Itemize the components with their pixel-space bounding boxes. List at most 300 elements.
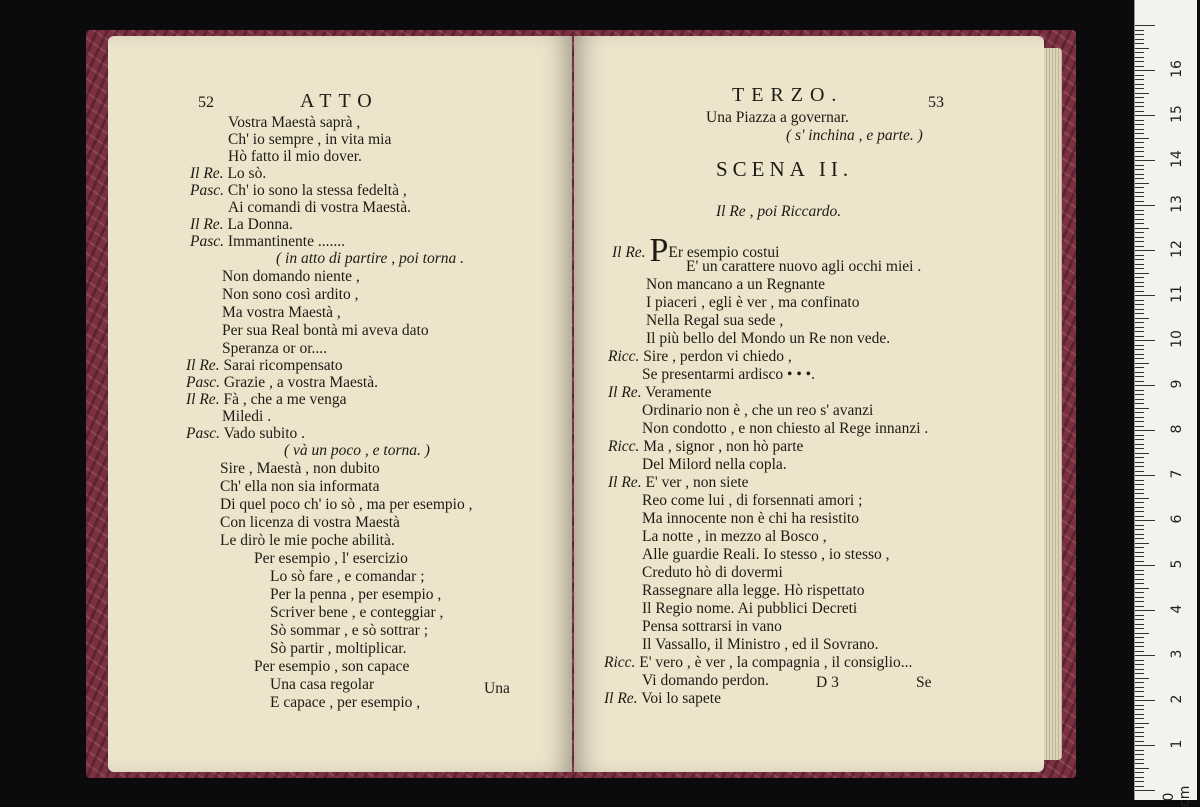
ruler-tick [1135,399,1144,400]
ruler-tick [1135,385,1155,386]
ruler-tick [1135,403,1144,404]
text-line [604,690,721,708]
ruler-tick [1135,349,1144,350]
ruler-tick [1135,493,1144,494]
ruler-tick [1135,309,1144,310]
line-text: E capace , per esempio , [270,694,421,711]
text-line [270,694,420,712]
line-text: Lo sò. [227,165,267,182]
line-text: ( in atto di partire , poi torna . [276,250,465,267]
ruler-tick [1135,111,1144,112]
text-line [222,286,358,304]
ruler-tick [1135,192,1144,193]
ruler-tick [1135,286,1144,287]
ruler-tick [1135,763,1144,764]
ruler-label: 0 cm [1161,785,1193,807]
page-number [198,94,214,112]
ruler-tick [1135,511,1144,512]
ruler-tick [1135,655,1155,656]
text-line [228,199,411,217]
text-line [220,478,379,496]
text-line [270,586,441,604]
ruler-tick [1135,538,1144,539]
ruler-tick [1135,718,1144,719]
text-line [186,357,343,375]
ruler-tick [1135,219,1144,220]
ruler-tick [1135,93,1149,94]
ruler-tick [1135,169,1144,170]
characters-text: Il Re , poi Riccardo. [716,203,842,220]
line-text: Il più bello del Mondo un Re non vede. [646,330,891,347]
ruler-tick [1135,412,1144,413]
text-line [270,568,425,586]
ruler-tick [1135,736,1144,737]
line-text: Una casa regolar [270,676,375,693]
ruler-tick [1135,651,1144,652]
ruler-tick [1135,210,1144,211]
drop-capital: P [649,232,669,269]
line-text: Alle guardie Reali. Io stesso , io stesso , [642,546,890,563]
ruler-tick [1135,264,1144,265]
line-text: Hò fatto il mio dover. [228,148,362,165]
ruler-tick [1135,534,1144,535]
ruler-tick [1135,759,1144,760]
ruler-tick [1135,75,1144,76]
ruler-label: 3 [1169,649,1185,659]
text-line [190,216,293,234]
page-number-text: 53 [928,94,944,111]
line-text: Voi lo sapete [641,690,721,707]
line-text: Ma , signor , non hò parte [643,438,804,455]
ruler-tick [1135,439,1144,440]
text-line [686,258,921,276]
ruler-tick [1135,160,1155,161]
line-text: Er esempio costui [668,244,780,261]
ruler-tick [1135,120,1144,121]
line-text: Sire , perdon vi chiedo , [643,348,792,365]
ruler-tick [1135,489,1144,490]
ruler-tick [1135,646,1144,647]
ruler-tick [1135,714,1144,715]
line-text: Per sua Real bontà mi aveva dato [222,322,429,339]
text-line [222,304,341,322]
ruler-tick [1135,277,1144,278]
ruler-tick [1135,138,1149,139]
ruler-tick [1135,115,1155,116]
ruler-tick [1135,430,1155,431]
ruler-tick [1135,340,1155,341]
text-line [642,546,890,564]
ruler-tick [1135,183,1149,184]
text-line [222,408,271,426]
ruler-tick [1135,588,1149,589]
text-line [646,312,783,330]
line-text: Lo sò fare , e comandar ; [270,568,425,585]
speaker-name: Il Re. [608,474,642,491]
ruler-tick [1135,732,1144,733]
text-line [604,654,912,672]
speaker-name: Pasc. [190,182,225,199]
text-line [220,460,380,478]
line-text: Fà , che a me venga [223,391,347,408]
ruler-tick [1135,624,1144,625]
text-line [220,496,472,514]
line-text: Reo come lui , di forsennati amori ; [642,492,863,509]
page-number-text: 52 [198,94,214,111]
ruler-tick [1135,565,1155,566]
ruler-tick [1135,628,1144,629]
ruler-tick [1135,381,1144,382]
text-line [190,165,266,183]
ruler-tick [1135,525,1144,526]
ruler-tick [1135,583,1144,584]
line-text: Ai comandi di vostra Maestà. [228,199,411,216]
text-line [608,474,749,492]
line-text: Del Milord nella copla. [642,456,787,473]
ruler-tick [1135,691,1144,692]
ruler-tick [1135,552,1144,553]
text-line [190,233,345,251]
ruler-tick [1135,547,1144,548]
speaker-name: Il Re. [612,244,646,261]
ruler-tick [1135,88,1144,89]
text-line [186,391,347,409]
text-line [270,676,374,694]
ruler-tick [1135,471,1144,472]
ruler-tick [1135,421,1144,422]
line-text: Sò sommar , e sò sottrar ; [270,622,428,639]
line-text: Scriver bene , e conteggiar , [270,604,444,621]
ruler-tick [1135,133,1144,134]
ruler-tick [1135,376,1144,377]
ruler-tick [1135,772,1144,773]
speaker-name: Il Re. [186,391,220,408]
speaker-name: Pasc. [186,374,221,391]
ruler-tick [1135,34,1144,35]
text-line [642,366,815,384]
line-text: Ordinario non è , che un reo s' avanzi [642,402,874,419]
line-text: Se presentarmi ardisco • • •. [642,366,815,383]
line-text: Grazie , a vostra Maestà. [223,374,378,391]
text-line [642,528,827,546]
ruler-tick [1135,592,1144,593]
text-line [186,374,378,392]
text-line [222,268,360,286]
speaker-name: Il Re. [190,165,224,182]
text-line [220,514,400,532]
text-line [642,636,879,654]
line-text: ( và un poco , e torna. ) [284,442,430,459]
line-text: E' un carattere nuovo agli occhi miei . [686,258,922,275]
text-line [642,618,782,636]
ruler-tick [1135,408,1149,409]
ruler-tick [1135,25,1155,26]
ruler-tick [1135,768,1149,769]
ruler-tick [1135,610,1155,611]
ruler-tick [1135,502,1144,503]
ruler-label: 6 [1169,514,1185,524]
speaker-name: Il Re. [604,690,638,707]
ruler-tick [1135,642,1144,643]
ruler-tick [1135,678,1149,679]
line-text: Ma vostra Maestà , [222,304,341,321]
text-line [190,182,407,200]
ruler-tick [1135,709,1144,710]
text-line [642,510,859,528]
ruler-tick [1135,462,1144,463]
ruler-tick [1135,750,1144,751]
ruler-tick [1135,660,1144,661]
ruler-tick [1135,601,1144,602]
ruler-tick [1135,786,1144,787]
scene-title-text: SCENA II. [716,157,854,181]
speaker-name: Ricc. [604,654,636,671]
line-text: Sire , Maestà , non dubito [220,460,380,477]
ruler-tick [1135,322,1144,323]
running-head-text: ATTO [300,90,379,112]
line-text: La notte , in mezzo al Bosco , [642,528,827,545]
ruler-tick [1135,700,1155,701]
ruler-tick [1135,363,1149,364]
text-line [642,672,769,690]
ruler-tick [1135,367,1144,368]
ruler-tick [1135,187,1144,188]
ruler-label: 4 [1169,604,1185,614]
speaker-name: Pasc. [190,233,225,250]
text-line [228,131,391,149]
line-text: ( s' inchina , e parte. ) [786,127,923,144]
line-text: Rassegnare alla legge. Hò rispettato [642,582,865,599]
ruler-tick [1135,444,1144,445]
text-line [186,425,305,443]
ruler-tick [1135,390,1144,391]
ruler-tick [1135,358,1144,359]
speaker-name: Ricc. [608,438,640,455]
ruler-tick [1135,165,1144,166]
ruler-tick [1135,228,1149,229]
text-line [270,622,428,640]
ruler-tick [1135,453,1149,454]
catchword-text: Una [484,680,510,697]
ruler-tick [1135,529,1144,530]
text-line [646,330,890,348]
ruler-tick [1135,273,1149,274]
ruler-tick [1135,241,1144,242]
line-text: Creduto hò di dovermi [642,564,783,581]
text-line [228,148,362,166]
ruler-tick [1135,615,1144,616]
ruler-tick [1135,282,1144,283]
ruler-tick [1135,124,1144,125]
ruler-label: 12 [1169,240,1185,258]
ruler-tick [1135,304,1144,305]
line-text: Sò partir , moltiplicar. [270,640,407,657]
text-line [220,532,395,550]
ruler-tick [1135,520,1155,521]
line-text: Vi domando perdon. [642,672,769,689]
ruler-tick [1135,327,1144,328]
text-line [646,294,859,312]
ruler-label: 5 [1169,559,1185,569]
ruler-tick [1135,259,1144,260]
ruler-tick [1135,237,1144,238]
ruler-tick [1135,318,1149,319]
ruler-label: 13 [1169,195,1185,213]
line-text: Per esempio , l' esercizio [254,550,408,567]
ruler-label: 7 [1169,469,1185,479]
ruler-tick [1135,516,1144,517]
running-head [300,92,379,110]
ruler-tick [1135,745,1155,746]
text-line [228,114,360,132]
line-text: Veramente [645,384,712,401]
ruler-tick [1135,597,1144,598]
ruler-tick [1135,570,1144,571]
line-text: Non sono così ardito , [222,286,359,303]
text-line [646,276,825,294]
text-line [642,564,783,582]
text-line [276,250,464,268]
ruler-tick [1135,507,1144,508]
text-line [270,640,406,658]
ruler-tick [1135,214,1144,215]
running-head-text: TERZO. [732,84,844,106]
text-line [642,492,862,510]
ruler-label: 11 [1169,285,1185,303]
ruler-tick [1135,664,1144,665]
scene-characters [716,203,841,221]
ruler-tick [1135,39,1144,40]
ruler-tick [1135,417,1144,418]
ruler-tick [1135,129,1144,130]
ruler-tick [1135,673,1144,674]
ruler-label: 16 [1169,60,1185,78]
ruler-label: 1 [1169,739,1185,749]
ruler-tick [1135,246,1144,247]
line-text: I piaceri , egli è ver , ma confinato [646,294,860,311]
line-text: Vostra Maestà saprà , [228,114,361,131]
ruler-tick [1135,777,1144,778]
ruler-tick [1135,336,1144,337]
line-text: Non condotto , e non chiesto al Rege innanzi . [642,420,929,437]
ruler-label: 8 [1169,424,1185,434]
ruler-tick [1135,574,1144,575]
signature-text: D 3 [816,674,839,691]
text-line [706,109,849,127]
line-text: Ch' io sono la stessa fedeltà , [227,182,407,199]
line-text: Con licenza di vostra Maestà [220,514,400,531]
text-line [642,402,873,420]
ruler-tick [1135,475,1155,476]
ruler-tick [1135,790,1155,791]
ruler-tick [1135,394,1144,395]
line-text: Vado subito . [223,425,305,442]
ruler-tick [1135,295,1155,296]
ruler-tick [1135,205,1155,206]
line-text: E' vero , è ver , la compagnia , il consiglio... [639,654,913,671]
ruler-tick [1135,741,1144,742]
ruler-tick [1135,291,1144,292]
text-line [642,582,865,600]
ruler-tick [1135,147,1144,148]
ruler-tick [1135,682,1144,683]
ruler-tick [1135,178,1144,179]
line-text: Il Vassallo, il Ministro , ed il Sovrano. [642,636,879,653]
ruler-tick [1135,151,1144,152]
ruler-tick [1135,84,1144,85]
text-line [284,442,430,460]
signature-mark [816,674,839,692]
ruler-tick [1135,201,1144,202]
ruler-tick [1135,232,1144,233]
ruler-label: 14 [1169,150,1185,168]
ruler-tick [1135,543,1149,544]
text-line [270,604,443,622]
ruler-tick [1135,754,1144,755]
ruler-tick [1135,480,1144,481]
ruler-tick [1135,48,1149,49]
ruler-label: 15 [1169,105,1185,123]
line-text: Non domando niente , [222,268,360,285]
line-text: Pensa sottrarsi in vano [642,618,782,635]
line-text: Una Piazza a governar. [706,109,849,126]
catchword [916,674,932,692]
ruler-tick [1135,498,1149,499]
line-text: Ma innocente non è chi ha resistito [642,510,859,527]
page-number [928,94,944,112]
ruler-tick [1135,705,1144,706]
ruler-tick [1135,687,1144,688]
speaker-name: Il Re. [190,216,224,233]
ruler-tick [1135,426,1144,427]
catchword-text: Se [916,674,932,691]
speaker-name: Pasc. [186,425,221,442]
ruler-tick [1135,142,1144,143]
text-line [254,550,408,568]
ruler-tick [1135,457,1144,458]
ruler-tick [1135,372,1144,373]
ruler-tick [1135,727,1144,728]
ruler-tick [1135,52,1144,53]
ruler-tick [1135,223,1144,224]
ruler-tick [1135,70,1155,71]
line-text: Sarai ricompensato [223,357,343,374]
ruler-tick [1135,435,1144,436]
ruler-tick [1135,723,1149,724]
line-text: Non mancano a un Regnante [646,276,826,293]
line-text: Il Regio nome. Ai pubblici Decreti [642,600,858,617]
ruler-tick [1135,255,1144,256]
speaker-name: Il Re. [608,384,642,401]
line-text: Per esempio , son capace [254,658,410,675]
ruler-tick [1135,174,1144,175]
ruler-tick [1135,43,1144,44]
ruler-tick [1135,696,1144,697]
measuring-ruler [1134,0,1197,807]
line-text: Ch' ella non sia informata [220,478,380,495]
line-text: Immantinente ....... [227,233,345,250]
ruler-tick [1135,669,1144,670]
line-text: Ch' io sempre , in vita mia [228,131,392,148]
line-text: Nella Regal sua sede , [646,312,784,329]
ruler-tick [1135,633,1149,634]
ruler-tick [1135,196,1144,197]
ruler-tick [1135,97,1144,98]
ruler-tick [1135,354,1144,355]
ruler-tick [1135,448,1144,449]
ruler-tick [1135,619,1144,620]
line-text: Le dirò le mie poche abilità. [220,532,395,549]
